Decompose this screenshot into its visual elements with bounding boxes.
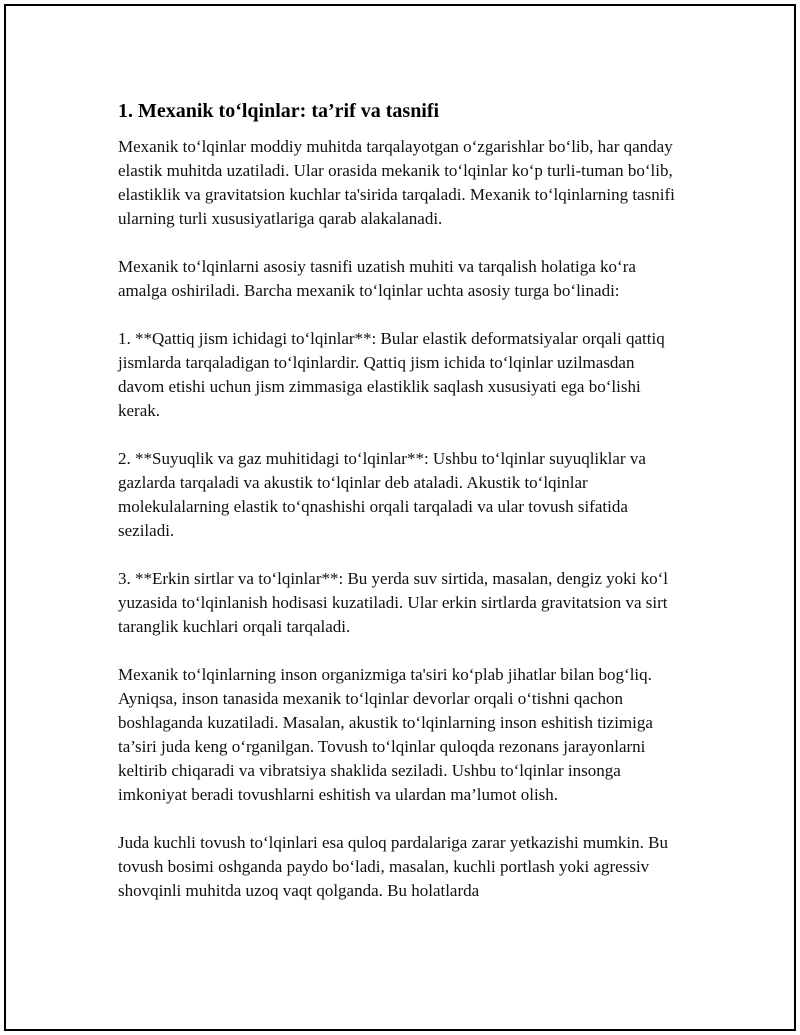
page-frame [4, 4, 796, 1031]
paragraph-intro: Mexanik to‘lqinlar moddiy muhitda tarqalayotgan o‘zgarishlar bo‘lib, har qanday elastik muhitda uzatiladi. Ular orasida mekanik to‘lqinlar ko‘p turli-tuman bo‘lib, elastiklik va gravitatsion kuchlar ta'sirida tarqaladi. Mexanik to‘lqinlarning tasnifi ularning turli xususiyatlariga qarab alakalanadi. [118, 137, 675, 228]
document-body [118, 99, 680, 927]
paragraph-solid-waves: 1. **Qattiq jism ichidagi to‘lqinlar**: Bular elastik deformatsiyalar orqali qattiq jismlarda tarqaladigan to‘lqinlardir. Qattiq jism ichida to‘lqinlar uzilmasdan davom etishi uchun jism zimmasiga elastiklik saqlash xususiyati ega bo‘lishi kerak. [118, 329, 665, 420]
section-heading: 1. Mexanik to‘lqinlar: ta’rif va tasnifi [118, 100, 440, 122]
paragraph-loud-sound: Juda kuchli tovush to‘lqinlari esa quloq pardalariga zarar yetkazishi mumkin. Bu tovush bosimi oshganda paydo bo‘ladi, masalan, kuchli portlash yoki agressiv shovqinli muhitda uzoq vaqt qolganda. Bu holatlarda [118, 833, 668, 900]
paragraph-surface-waves: 3. **Erkin sirtlar va to‘lqinlar**: Bu yerda suv sirtida, masalan, dengiz yoki ko‘l yuzasida to‘lqinlanish hodisasi kuzatiladi. Ular erkin sirtlarda gravitatsion va sirt taranglik kuchlari orqali tarqaladi. [118, 569, 669, 636]
paragraph-human-effects: Mexanik to‘lqinlarning inson organizmiga ta'siri ko‘plab jihatlar bilan bog‘liq. Ayniqsa, inson tanasida mexanik to‘lqinlar devorlar orqali o‘tishni qachon boshlaganda kuzatiladi. Masalan, akustik to‘lqinlarning inson eshitish tizimiga ta’siri juda keng o‘rganilgan. Tovush to‘lqinlar quloqda rezonans jarayonlarni keltirib chiqaradi va vibratsiya shaklida seziladi. Ushbu to‘lqinlar insonga imkoniyat beradi tovushlarni eshitish va ulardan ma’lumot olish. [118, 665, 653, 804]
paragraph-classification: Mexanik to‘lqinlarni asosiy tasnifi uzatish muhiti va tarqalish holatiga ko‘ra amalga oshiriladi. Barcha mexanik to‘lqinlar uchta asosiy turga bo‘linadi: [118, 257, 636, 300]
paragraph-fluid-waves: 2. **Suyuqlik va gaz muhitidagi to‘lqinlar**: Ushbu to‘lqinlar suyuqliklar va gazlarda tarqaladi va akustik to‘lqinlar deb ataladi. Akustik to‘lqinlar molekulalarning elastik to‘qnashishi orqali tarqaladi va ular tovush sifatida seziladi. [118, 449, 646, 540]
